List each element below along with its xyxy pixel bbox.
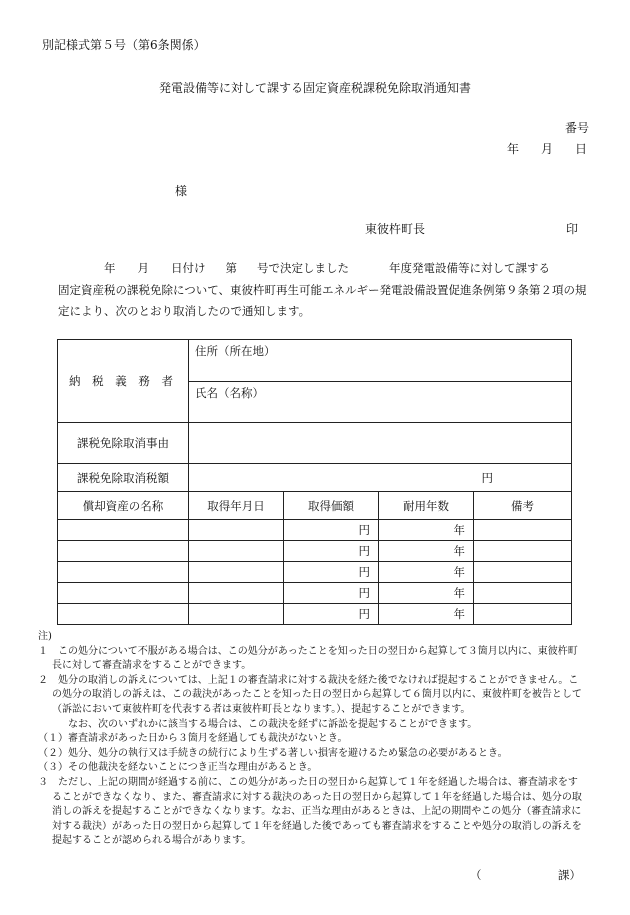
issuer-name: 東彼杵町長 <box>365 222 426 236</box>
acquisition-price-cell[interactable] <box>284 520 379 541</box>
acquisition-price-cell[interactable] <box>284 562 379 583</box>
asset-name-cell[interactable] <box>58 604 189 625</box>
body-dated: 日付け <box>171 261 206 275</box>
acquisition-price-cell[interactable] <box>284 604 379 625</box>
note-2-line-4: なお、次のいずれかに該当する場合は、この裁決を経ずに訴訟を提起することができます。 <box>68 718 478 730</box>
date-month-label: 月 <box>541 142 554 156</box>
note-1-line-1: １ この処分について不服がある場合は、この処分があったことを知った日の翌日から起算して３箇月以内に、東彼杵町 <box>38 645 578 657</box>
price-unit: 円 <box>358 544 370 558</box>
acquisition-date-cell[interactable] <box>189 520 284 541</box>
col-header-useful-life: 耐用年数 <box>379 492 474 520</box>
taxpayer-label: 納 税 義 務 者 <box>58 340 189 423</box>
note-2-item-3: （３）その他裁決を経ないことにつき正当な理由があるとき。 <box>38 762 318 774</box>
useful-life-cell[interactable] <box>379 541 474 562</box>
body-line-3: 定により、次のとおり取消したので通知します。 <box>58 304 311 318</box>
remarks-cell[interactable] <box>474 562 572 583</box>
price-unit: 円 <box>358 565 370 579</box>
col-header-acquisition-price: 取得価額 <box>284 492 379 520</box>
note-3-line-2: ることができなくなり、また、審査請求に対する裁決のあった日の翌日から起算して１年を経過した場合は、処分の取 <box>52 791 582 803</box>
asset-name-cell[interactable] <box>58 541 189 562</box>
department-open-paren: （ <box>470 868 482 882</box>
body-month: 月 <box>137 261 149 275</box>
body-ordinal: 第 <box>225 261 237 275</box>
note-3-line-1: ３ ただし、上記の期間が経過する前に、この処分があった日の翌日から起算して１年を経過した場合は、審査請求をす <box>38 776 578 788</box>
col-header-acquisition-date: 取得年月日 <box>189 492 284 520</box>
acquisition-date-cell[interactable] <box>189 562 284 583</box>
acquisition-date-cell[interactable] <box>189 541 284 562</box>
amount-label: 課税免除取消税額 <box>58 464 189 492</box>
acquisition-date-cell[interactable] <box>189 583 284 604</box>
notes-section <box>38 630 598 849</box>
remarks-cell[interactable] <box>474 541 572 562</box>
note-2-item-2: （２）処分、処分の執行又は手続きの続行により生ずる著しい損害を避けるため緊急の必要があるとき。 <box>38 747 508 759</box>
note-2-line-2: の処分の取消しの訴えは、この裁決があったことを知った日の翌日から起算して６箇月以内に、東彼杵町を被告として <box>52 689 582 701</box>
acquisition-date-cell[interactable] <box>189 604 284 625</box>
useful-life-cell[interactable] <box>379 520 474 541</box>
year-unit: 年 <box>453 607 465 621</box>
notes-header: 注) <box>38 631 52 642</box>
body-line-2: 固定資産税の課税免除について、東彼杵町再生可能エネルギー発電設備設置促進条例第９条第２項の規 <box>58 283 587 297</box>
price-unit: 円 <box>358 607 370 621</box>
name-label: 氏名（名称） <box>195 385 264 400</box>
asset-name-cell[interactable] <box>58 520 189 541</box>
col-header-remarks: 備考 <box>474 492 572 520</box>
note-3-line-3: 消しの訴えを提起することができなくなります。なお、正当な理由があるときは、上記の期間やこの処分（審査請求に <box>52 806 582 818</box>
remarks-cell[interactable] <box>474 520 572 541</box>
acquisition-price-cell[interactable] <box>284 541 379 562</box>
amount-field[interactable] <box>189 464 572 492</box>
form-number-label: 別記様式第５号（第6条関係） <box>42 38 206 52</box>
address-label: 住所（所在地） <box>195 344 276 358</box>
document-number-label: 番号 <box>565 121 590 135</box>
year-unit: 年 <box>453 565 465 579</box>
table-row <box>58 520 572 541</box>
body-year: 年 <box>104 261 116 275</box>
asset-name-cell[interactable] <box>58 562 189 583</box>
note-2-line-3: （訴訟において東彼杵町を代表する者は東彼杵町長となります。）、提起することができます。 <box>52 703 471 715</box>
table-row <box>58 583 572 604</box>
useful-life-cell[interactable] <box>379 604 474 625</box>
amount-unit: 円 <box>481 470 493 485</box>
asset-name-cell[interactable] <box>58 583 189 604</box>
remarks-cell[interactable] <box>474 583 572 604</box>
note-1-line-2: 長に対して審査請求をすることができます。 <box>52 660 252 672</box>
acquisition-price-cell[interactable] <box>284 583 379 604</box>
seal-label: 印 <box>566 222 579 236</box>
department-label: 課） <box>558 868 581 882</box>
price-unit: 円 <box>358 586 370 600</box>
note-3-line-5: 提起することが認められる場合があります。 <box>52 835 252 847</box>
tax-exemption-table <box>57 339 572 625</box>
reason-label: 課税免除取消事由 <box>58 423 189 464</box>
table-row <box>58 541 572 562</box>
address-field[interactable] <box>189 340 572 382</box>
table-row <box>58 604 572 625</box>
remarks-cell[interactable] <box>474 604 572 625</box>
reason-field[interactable] <box>189 423 572 464</box>
useful-life-cell[interactable] <box>379 583 474 604</box>
body-line-1 <box>58 260 550 276</box>
body-tail: 年度発電設備等に対して課する <box>389 261 550 275</box>
date-year-label: 年 <box>507 142 520 156</box>
addressee-suffix: 様 <box>175 184 188 198</box>
note-3-line-4: 対する裁決）があった日の翌日から起算して１年を経過した後であっても審査請求をすることや処分の取消しの訴えを <box>52 820 582 832</box>
date-day-label: 日 <box>575 142 588 156</box>
useful-life-cell[interactable] <box>379 562 474 583</box>
col-header-asset-name: 償却資産の名称 <box>58 492 189 520</box>
year-unit: 年 <box>453 544 465 558</box>
note-2-item-1: （１）審査請求があった日から３箇月を経過しても裁決がないとき。 <box>38 733 348 745</box>
price-unit: 円 <box>358 523 370 537</box>
note-2-line-1: ２ 処分の取消しの訴えについては、上記１の審査請求に対する裁決を経た後でなければ提起することができません。こ <box>38 674 579 686</box>
name-field[interactable] <box>189 381 572 423</box>
year-unit: 年 <box>453 523 465 537</box>
document-title: 発電設備等に対して課する固定資産税課税免除取消通知書 <box>158 81 471 95</box>
body-decided: 号で決定しました <box>257 261 349 275</box>
year-unit: 年 <box>453 586 465 600</box>
table-row <box>58 562 572 583</box>
